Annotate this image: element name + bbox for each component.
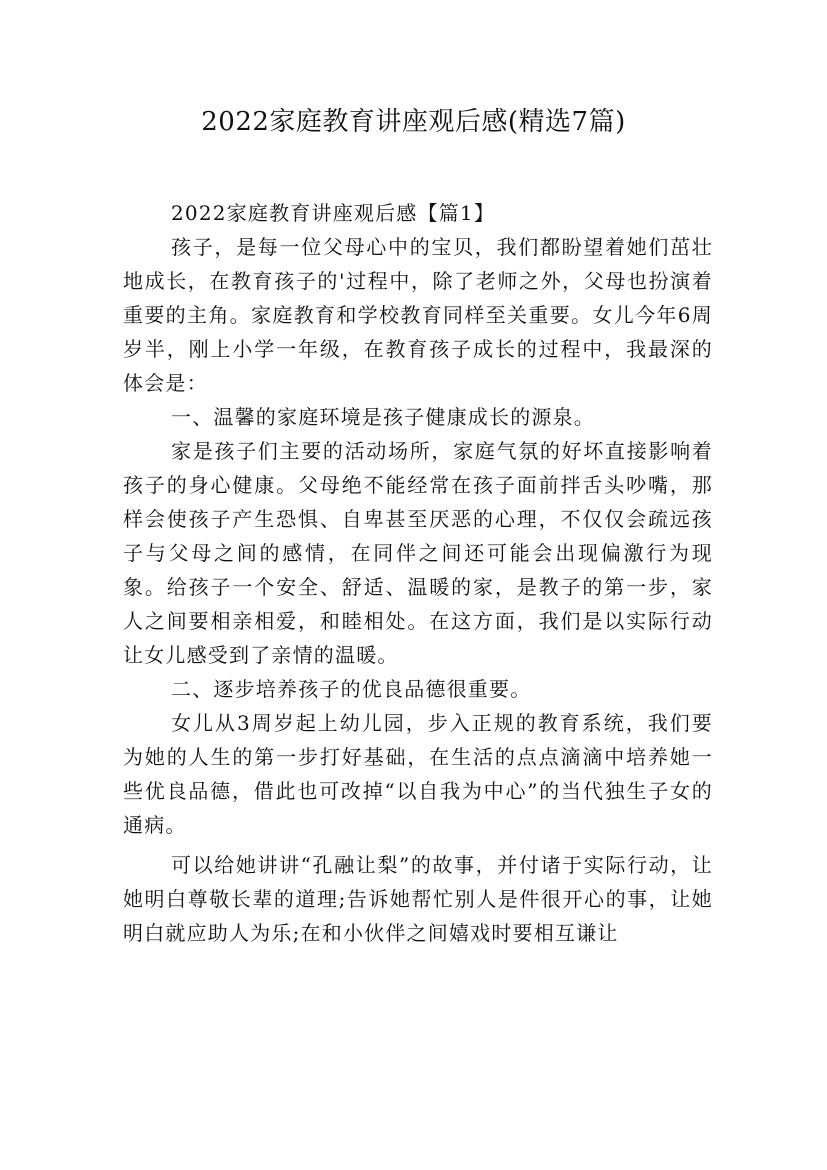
paragraph: 家是孩子们主要的活动场所，家庭气氛的好坏直接影响着孩子的身心健康。父母绝不能经常在孩子面前拌舌头吵嘴，那样会使孩子产生恐惧、自卑甚至厌恶的心理，不仅仅会疏远孩子与父母之间的感情，在同伴之间还可能会出现偏激行为现象。给孩子一个安全、舒适、温暖的家，是教子的第一步，家人之间要相亲相爱，和睦相处。在这方面，我们是以实际行动让女儿感受到了亲情的温暖。 — [123, 439, 713, 667]
document-body — [123, 196, 713, 950]
paragraph: 一、温馨的家庭环境是孩子健康成长的源泉。 — [171, 405, 595, 429]
paragraph: 可以给她讲讲“孔融让梨”的故事，并付诸于实际行动，让她明白尊敬长辈的道理;告诉她帮忙别人是件很开心的事，让她明白就应助人为乐;在和小伙伴之间嬉戏时要相互谦让 — [123, 853, 713, 945]
paragraph: 孩子，是每一位父母心中的宝贝，我们都盼望着她们茁壮地成长，在教育孩子的'过程中，除了老师之外，父母也扮演着重要的主角。家庭教育和学校教育同样至关重要。女儿今年6周岁半，刚上小学一年级，在教育孩子成长的过程中，我最深的体会是： — [123, 235, 713, 395]
section-heading: 2022家庭教育讲座观后感【篇1】 — [171, 201, 496, 225]
document-title: 2022家庭教育讲座观后感(精选7篇) — [201, 107, 626, 137]
paragraph: 女儿从3周岁起上幼儿园，步入正规的教育系统，我们要为她的人生的第一步打好基础，在生活的点点滴滴中培养她一些优良品德，借此也可改掉“以自我为中心”的当代独生子女的通病。 — [123, 711, 713, 837]
paragraph: 二、逐步培养孩子的优良品德很重要。 — [171, 677, 532, 701]
